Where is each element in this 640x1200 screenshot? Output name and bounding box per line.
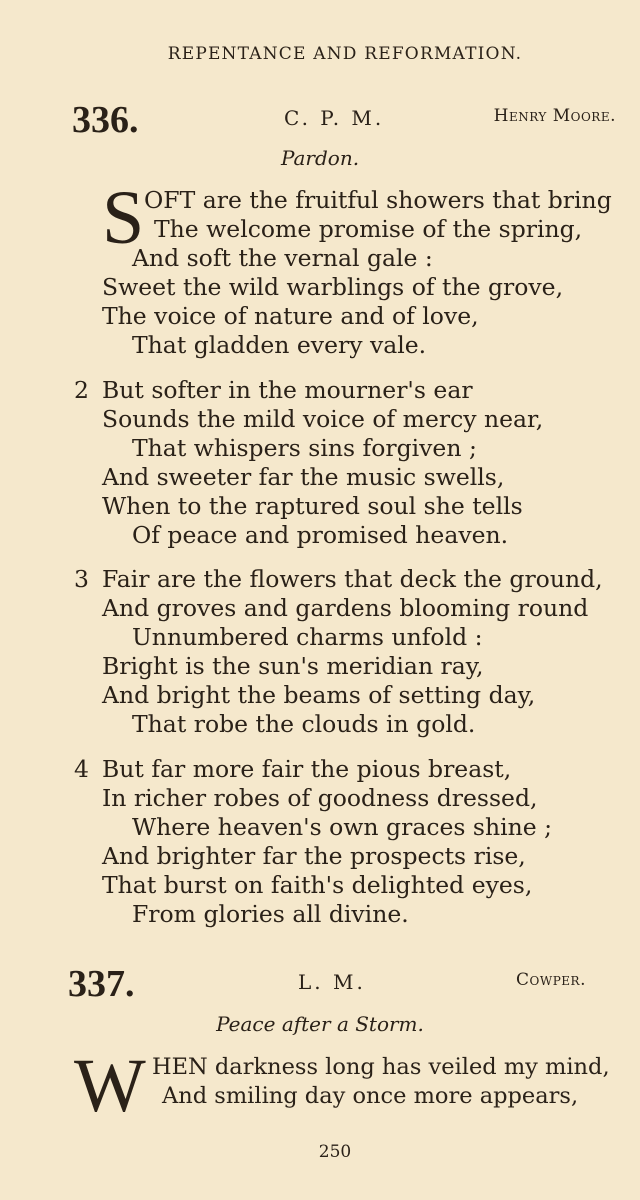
hymn-337-subtitle: Peace after a Storm. — [216, 1012, 424, 1036]
verse-line: When to the raptured soul she tells — [102, 492, 523, 520]
hymn-337-dropcap: W — [74, 1044, 146, 1128]
hymn-336-number: 336. — [72, 99, 139, 141]
verse-line: Of peace and promised heaven. — [132, 521, 509, 549]
verse-line: Bright is the sun's meridian ray, — [102, 652, 484, 680]
verse-line: Sounds the mild voice of mercy near, — [102, 405, 544, 433]
hymn-336-dropcap: S — [102, 176, 145, 260]
verse-line: Fair are the flowers that deck the ground, — [102, 565, 603, 593]
verse-line: And soft the vernal gale : — [132, 244, 433, 272]
page-number: 250 — [318, 1142, 352, 1162]
verse-line: That robe the clouds in gold. — [132, 710, 476, 738]
verse-line: The welcome promise of the spring, — [154, 215, 583, 243]
verse-line: That gladden every vale. — [132, 331, 427, 359]
verse-line: That whispers sins forgiven ; — [132, 434, 477, 462]
hymn-336-meter: C. P. M. — [284, 106, 385, 130]
verse-line: But softer in the mourner's ear — [102, 376, 473, 404]
hymn-337-meter: L. M. — [298, 970, 366, 994]
hymn-337-author: Cowper. — [516, 970, 586, 990]
verse-line: And groves and gardens blooming round — [102, 594, 589, 622]
verse-line: Where heaven's own graces shine ; — [132, 813, 553, 841]
verse-line: And brighter far the prospects rise, — [102, 842, 526, 870]
verse-number: 4 — [74, 755, 89, 783]
running-head: REPENTANCE AND REFORMATION. — [167, 44, 523, 64]
verse-line: From glories all divine. — [132, 900, 409, 928]
verse-line: The voice of nature and of love, — [102, 302, 479, 330]
verse-line: And bright the beams of setting day, — [102, 681, 536, 709]
verse-line: HEN darkness long has veiled my mind, — [152, 1054, 610, 1080]
verse-line: Unnumbered charms unfold : — [132, 623, 483, 651]
verse-line: And smiling day once more appears, — [162, 1083, 579, 1109]
hymn-337-number: 337. — [68, 963, 135, 1005]
hymn-336-subtitle: Pardon. — [280, 146, 360, 170]
hymn-337-header — [68, 962, 586, 1008]
hymn-336-author: Henry Moore. — [493, 106, 616, 126]
verse-line: OFT are the fruitful showers that bring — [144, 186, 612, 214]
verse-line: In richer robes of goodness dressed, — [102, 784, 538, 812]
verse-line: Sweet the wild warblings of the grove, — [102, 273, 564, 301]
hymn-336-header — [72, 98, 616, 144]
verse-line: And sweeter far the music swells, — [102, 463, 505, 491]
verse-line: But far more fair the pious breast, — [102, 755, 512, 783]
verse-number: 3 — [74, 565, 89, 593]
verse-number: 2 — [74, 376, 89, 404]
verse-line: That burst on faith's delighted eyes, — [102, 871, 533, 899]
